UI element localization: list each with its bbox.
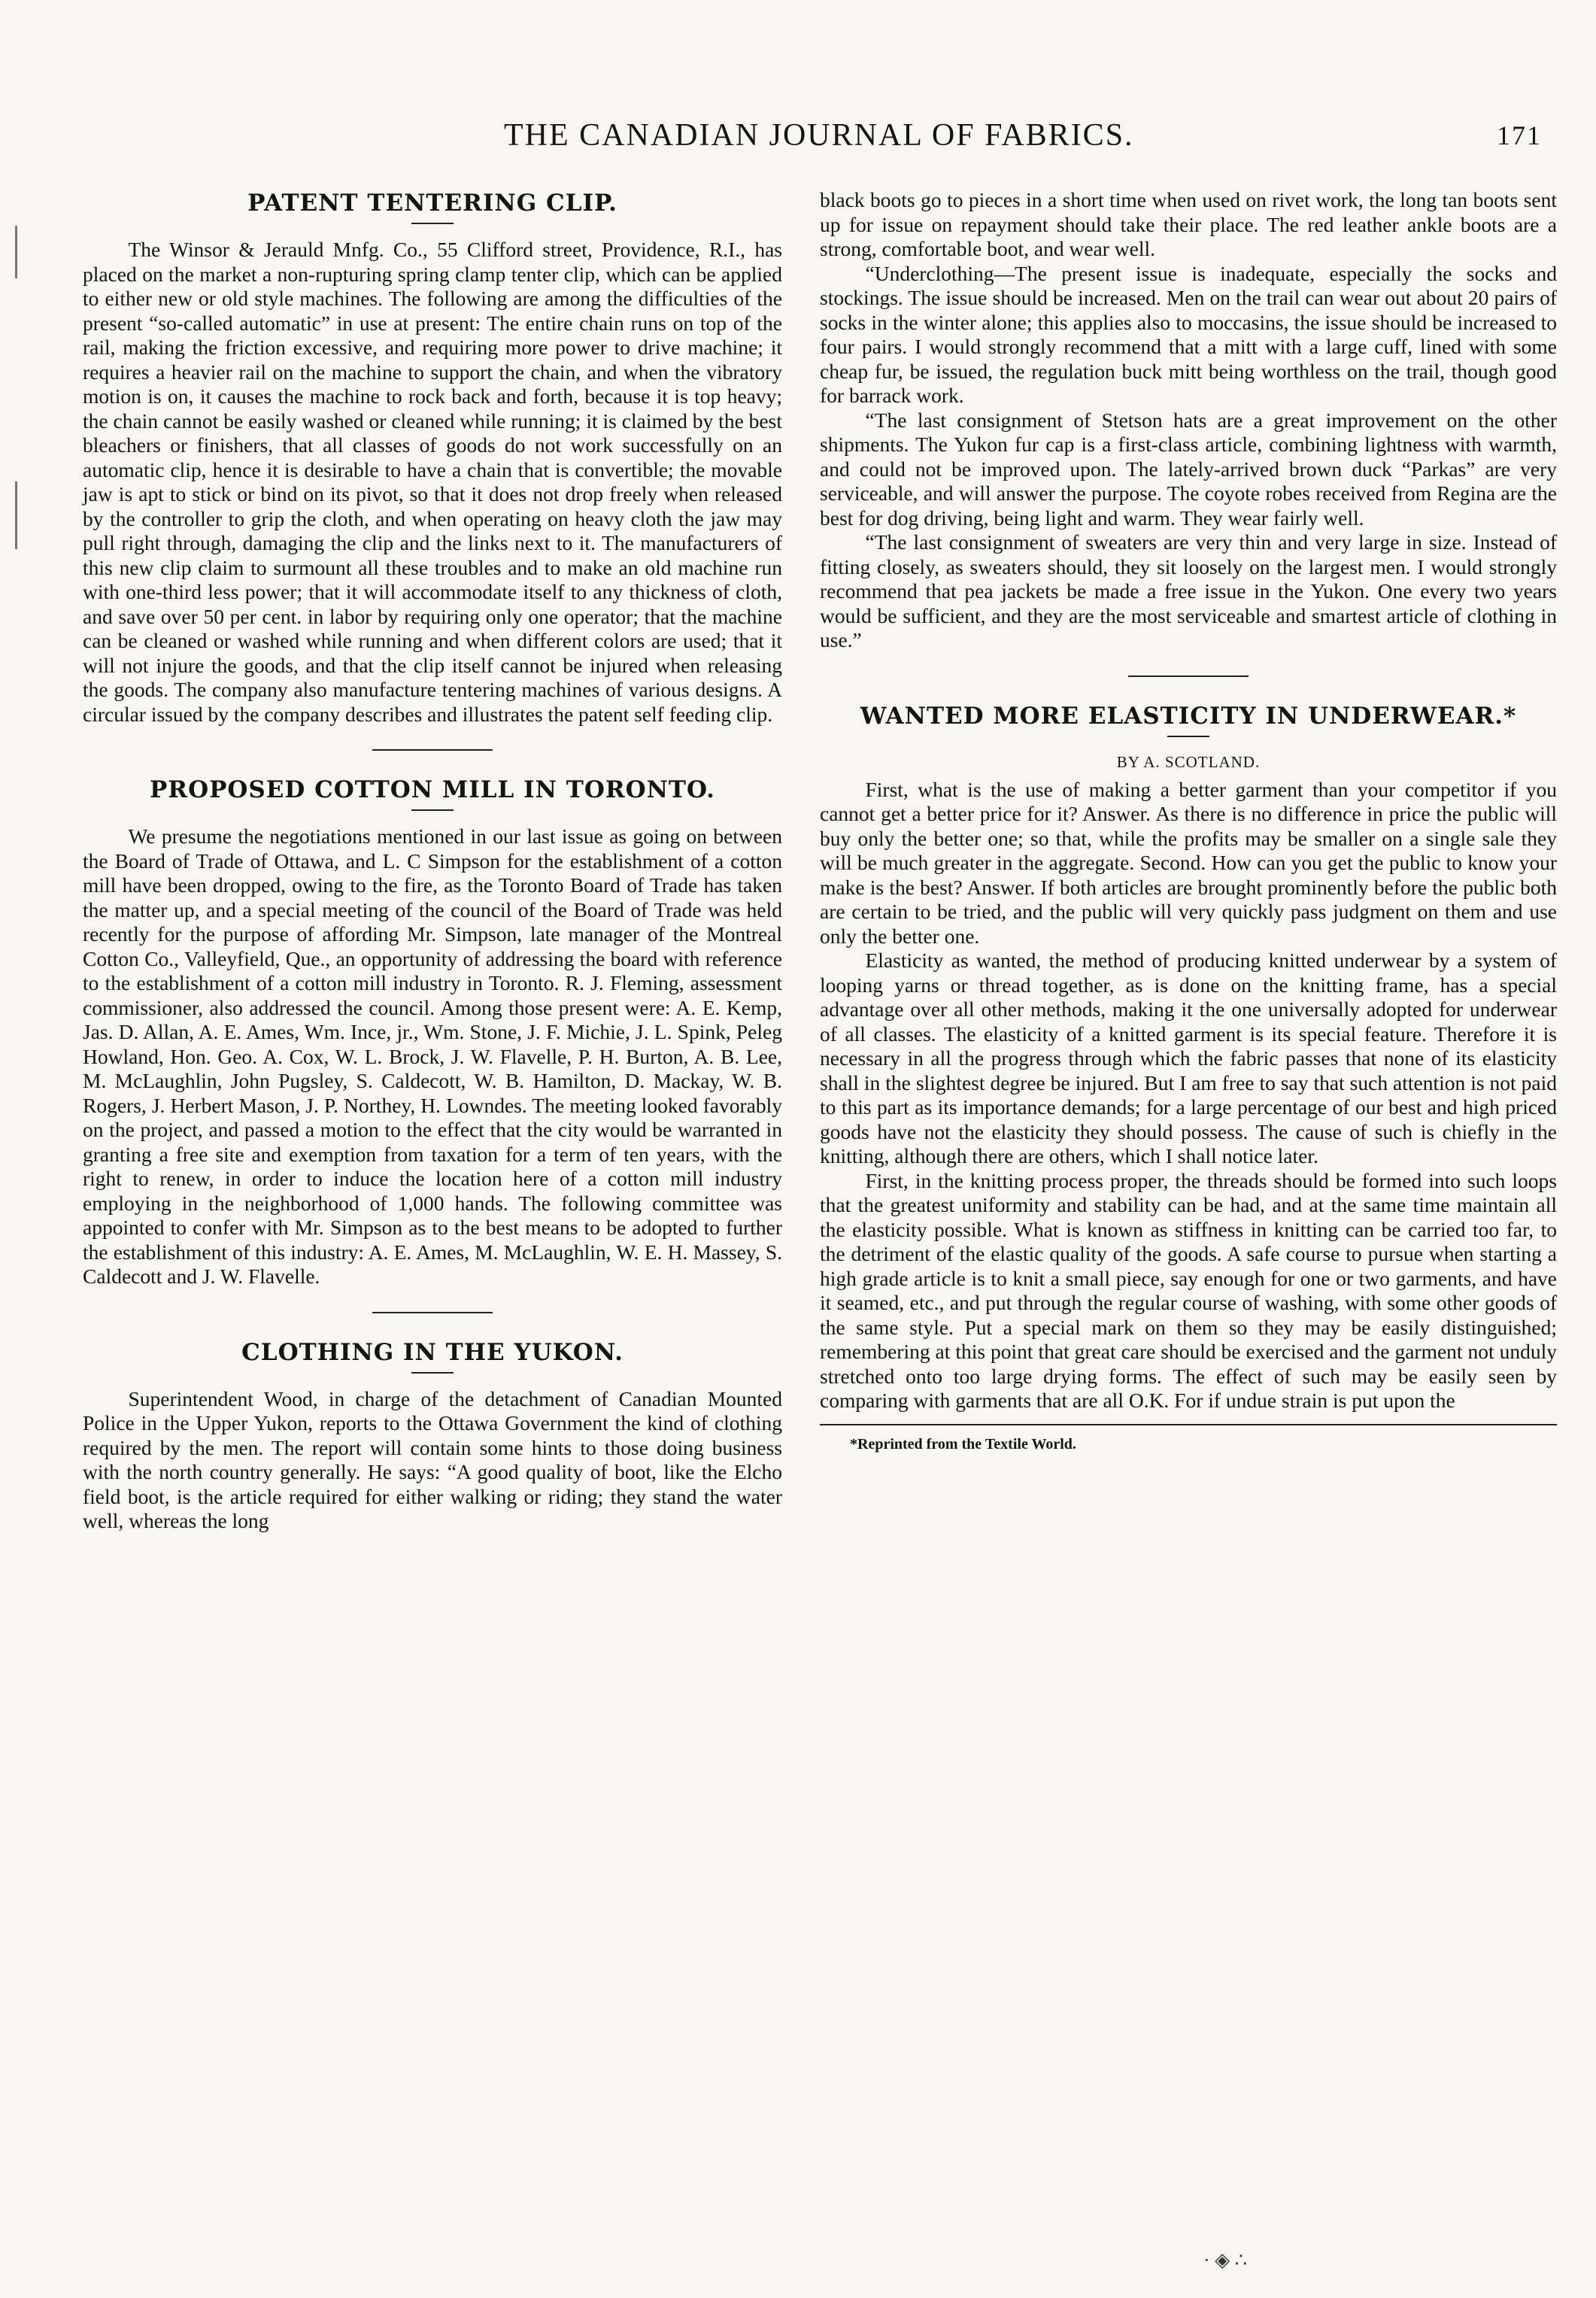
article-paragraph: “Underclothing—The present issue is inadequate, especially the socks and stockings. The issue should be increased. Men on the trail can wear out about 20 pairs of socks in the winter alone; this applies also to moccasins, the issue should be increased to four pairs. I would strongly recommend that a mitt with a large cuff, lined with some cheap fur, be issued, the regulation buck mitt being worthless on the trail, though good for barrack work. [820,261,1557,407]
article-paragraph: “The last consignment of sweaters are very thin and very large in size. Instead of fitting closely, as sweaters should, they sit loosely on the largest men. I would strongly recommend that pea jackets be made a free issue in the Yukon. One every two years would be sufficient, and they are the most serviceable and smartest article of clothing in use.” [820,530,1557,651]
article-paragraph-continued: black boots go to pieces in a short time when used on rivet work, the long tan boots sent up for issue on repayment should take their place. The red leather ankle boots are a strong, comfortable boot, and wear well. [820,188,1557,260]
headline-tentering-clip: PATENT TENTERING CLIP. [247,190,617,217]
journal-title: THE CANADIAN JOURNAL OF FABRICS. [504,118,1134,153]
right-column [820,188,1557,1454]
running-head [188,113,1542,158]
article-paragraph: First, what is the use of making a better garment than your competitor if you cannot get a better price for it? Answer. As there is no difference in price the public will buy only the better one; so that, while the profits may be smaller on a single sale they will be much greater in the aggregate. Second. How can you get the public to know your make is the best? Answer. If both articles are brought prominently before the public both are certain to be tried, and the public will very quickly pass judgment on them and use only the better one. [820,777,1557,948]
article-separator [1128,675,1249,677]
article-paragraph: We presume the negotiations mentioned in our last issue as going on between the Board of Trade of Ottawa, and L. C Simpson for the establishment of a cotton mill have been dropped, owing to the fire, as the Toronto Board of Trade has taken the matter up, and a special meeting of the council of the Board of Trade was held recently for the purpose of affording Mr. Simpson, late manager of the Montreal Cotton Co., Valleyfield, Que., an opportunity of addressing the board with reference to the establishment of a cotton mill industry in Toronto. R. J. Fleming, assessment commissioner, also addressed the council. Among those present were: A. E. Kemp, Jas. D. Allan, A. E. Ames, Wm. Ince, jr., Wm. Stone, J. F. Michie, J. L. Spink, Peleg Howland, Hon. Geo. A. Cox, W. L. Brock, J. W. Flavelle, P. H. Burton, A. B. Lee, M. McLaughlin, John Pugsley, S. Caldecott, W. B. Hamilton, D. Mackay, W. B. Rogers, J. Herbert Mason, J. P. Northey, H. Lowndes. The meeting looked favorably on the project, and passed a motion to the effect that the city would be warranted in granting a free site and exemption from taxation for a term of ten years, with the right to renew, in order to induce the location here of a cotton mill industry employing in the neighborhood of 1,000 hands. The following committee was appointed to confer with Mr. Simpson as to the best means to be adopted to further the establishment of this industry: A. E. Ames, M. McLaughlin, W. E. H. Massey, S. Caldecott and J. W. Flavelle. [83,824,782,1288]
byline: BY A. SCOTLAND. [1116,752,1261,771]
article-paragraph: Elasticity as wanted, the method of producing knitted underwear by a system of looping yarns or thread together, as is done on the knitting frame, has a special advantage over all other methods, making it the one universally adopted for underwear of all classes. The elasticity of a knitted garment is its special feature. Therefore it is necessary in all the progress through which the fabric passes that none of its elasticity shall in the slightest degree be injured. But I am free to say that such attention is not paid to this part as its importance demands; for a large percentage of our best and high priced goods have not the elasticity they should possess. The cause of such is chiefly in the knitting, although there are others, which I shall notice later. [820,949,1557,1167]
headline-rule [411,809,454,811]
article-separator [372,1312,493,1313]
footnote: *Reprinted from the Textile World. [850,1435,1076,1453]
headline-rule [1167,736,1209,737]
footnote-rule [820,1424,1557,1425]
article-paragraph: The Winsor & Jerauld Mnfg. Co., 55 Clifford street, Providence, R.I., has placed on the market a non-rupturing spring clamp tenter clip, which can be applied to either new or old style machines. The following are among the difficulties of the present “so-called automatic” in use at present: The entire chain runs on top of the rail, making the friction excessive, and requiring more power to drive machine; it requires a heavier rail on the machine to support the chain, and when the vibratory motion is on, it causes the machine to rock back and forth, because it is top heavy; the chain cannot be easily washed or cleaned while running; it is claimed by the best bleachers or finishers, that all classes of goods do not work successfully on an automatic clip, hence it is desirable to have a chain that is convertible; the movable jaw is apt to stick or bind on its pivot, so that it does not drop freely when released by the controller to grip the cloth, and when operating on heavy cloth the jaw may pull right through, damaging the clip and the links next to it. The manufacturers of this new clip claim to surmount all these troubles and to make an old machine run with one-third less power; that it will accommodate itself to any thickness of cloth, and save over 50 per cent. in labor by requiring only one operator; that the machine can be cleaned or washed while running and when different colors are used; that it will not injure the goods, and that the clip itself cannot be injured when releasing the goods. The company also manufacture tentering machines of various designs. A circular issued by the company describes and illustrates the patent self feeding clip. [83,238,782,726]
scan-blemish: ·​ ◈ ∴ [1203,2249,1248,2271]
headline-cotton-mill: PROPOSED COTTON MILL IN TORONTO. [150,776,715,803]
article-paragraph: Superintendent Wood, in charge of the detachment of Canadian Mounted Police in the Upper Yukon, reports to the Ottawa Government the kind of clothing required by the men. The report will contain some hints to those doing business with the north country generally. He says: “A good quality of boot, like the Elcho field boot, is the article required for either walking or riding; they stand the water well, whereas the long [83,1386,782,1532]
article-paragraph: First, in the knitting process proper, the threads should be formed into such loops that the greatest uniformity and stability can be had, and at the same time maintain all the elasticity possible. What is known as stiffness in knitting can be carried too far, to the detriment of the elastic quality of the goods. A safe course to pursue when starting a high grade article is to knit a small piece, say enough for one or two garments, and have it seamed, etc., and put through the regular course of washing, with some other goods of the same style. Put a special mark on them so they may be easily distinguished; remembering at this point that great care should be exercised and the garment not unduly stretched onto too large drying forms. The effect of such may be easily seen by comparing with garments that are all O.K. For if undue strain is put upon the [820,1168,1557,1412]
headline-rule [411,223,454,224]
article-paragraph: “The last consignment of Stetson hats are a great improvement on the other shipments. The Yukon fur cap is a first-class article, combining lightness with warmth, and could not be improved upon. The lately-arrived brown duck “Parkas” are very serviceable, and will answer the purpose. The coyote robes received from Regina are the best for dog driving, being light and warm. They wear fairly well. [820,408,1557,530]
article-separator [372,749,493,751]
headline-yukon-clothing: CLOTHING IN THE YUKON. [241,1338,624,1366]
scan-edge-mark [15,226,17,278]
headline-rule [411,1372,454,1374]
scan-edge-mark [15,481,17,549]
headline-elasticity-underwear: WANTED MORE ELASTICITY IN UNDERWEAR.* [860,702,1517,730]
left-column [83,188,782,1534]
page-number: 171 [1497,120,1542,150]
